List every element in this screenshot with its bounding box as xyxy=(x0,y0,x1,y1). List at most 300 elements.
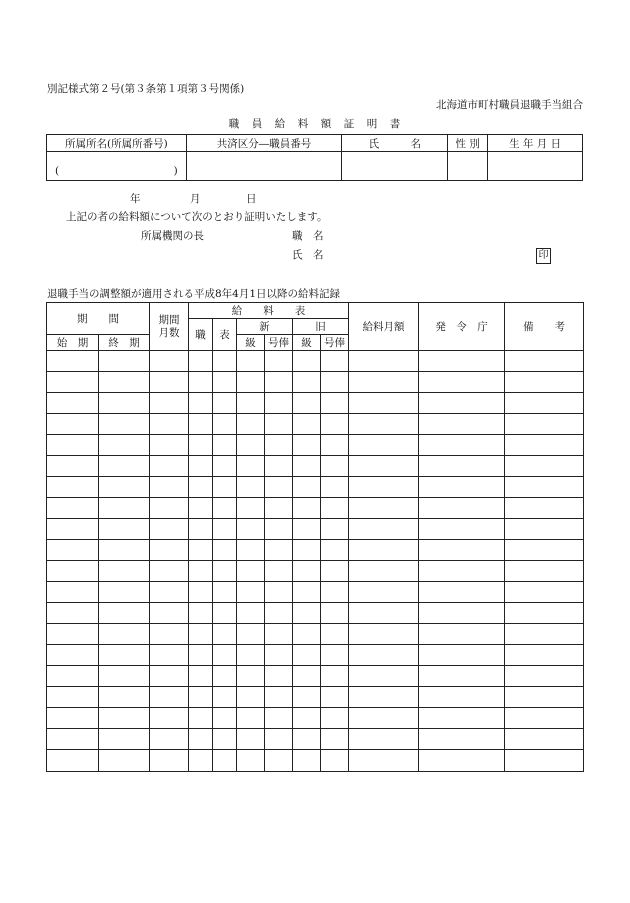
remarks-cell[interactable] xyxy=(505,435,584,456)
remarks-cell[interactable] xyxy=(505,519,584,540)
months-cell[interactable] xyxy=(150,687,189,708)
start-header: 始 期 xyxy=(47,335,99,351)
end-cell[interactable] xyxy=(99,666,150,687)
job-cell[interactable] xyxy=(189,729,213,750)
old-grade-cell[interactable] xyxy=(293,603,321,624)
months-cell[interactable] xyxy=(150,645,189,666)
new-step-cell[interactable] xyxy=(265,498,293,519)
remarks-cell[interactable] xyxy=(505,561,584,582)
table-type-cell[interactable] xyxy=(213,624,237,645)
signer-name-label: 氏 名 xyxy=(292,249,324,261)
new-grade-cell[interactable] xyxy=(237,435,265,456)
birthdate-header: 生 年 月 日 xyxy=(488,135,583,152)
job-cell[interactable] xyxy=(189,456,213,477)
months-cell[interactable] xyxy=(150,666,189,687)
issuer-cell[interactable] xyxy=(419,414,505,435)
table-type-cell[interactable] xyxy=(213,708,237,729)
seal-mark: 印 xyxy=(536,248,551,264)
issuer-cell[interactable] xyxy=(419,498,505,519)
issuer-cell[interactable] xyxy=(419,729,505,750)
issuer-header: 発 令 庁 xyxy=(419,303,505,351)
gender-header: 性 別 xyxy=(448,135,488,152)
record-row xyxy=(47,729,584,750)
remarks-cell[interactable] xyxy=(505,666,584,687)
remarks-cell[interactable] xyxy=(505,456,584,477)
monthly-salary-cell[interactable] xyxy=(349,498,419,519)
table-type-cell[interactable] xyxy=(213,561,237,582)
old-grade-cell[interactable] xyxy=(293,687,321,708)
job-cell[interactable] xyxy=(189,540,213,561)
record-row xyxy=(47,435,584,456)
old-grade-cell[interactable] xyxy=(293,435,321,456)
monthly-salary-cell[interactable] xyxy=(349,456,419,477)
monthly-salary-cell[interactable] xyxy=(349,519,419,540)
paren-open: ( xyxy=(55,164,60,177)
monthly-salary-cell[interactable] xyxy=(349,582,419,603)
table-type-cell[interactable] xyxy=(213,351,237,372)
old-step-cell[interactable] xyxy=(321,561,349,582)
old-grade-cell[interactable] xyxy=(293,729,321,750)
remarks-cell[interactable] xyxy=(505,603,584,624)
record-row xyxy=(47,582,584,603)
start-cell[interactable] xyxy=(47,351,99,372)
monthly-salary-cell[interactable] xyxy=(349,603,419,624)
new-step-header: 号俸 xyxy=(265,335,293,351)
table-type-cell[interactable] xyxy=(213,435,237,456)
monthly-salary-cell[interactable] xyxy=(349,750,419,772)
issuer-cell[interactable] xyxy=(419,540,505,561)
start-cell[interactable] xyxy=(47,603,99,624)
new-grade-cell[interactable] xyxy=(237,456,265,477)
start-cell[interactable] xyxy=(47,708,99,729)
record-row xyxy=(47,477,584,498)
old-step-header: 号俸 xyxy=(321,335,349,351)
issuer-cell[interactable] xyxy=(419,477,505,498)
months-header-line2: 月数 xyxy=(158,326,180,339)
old-step-cell[interactable] xyxy=(321,729,349,750)
new-step-cell[interactable] xyxy=(265,393,293,414)
start-cell[interactable] xyxy=(47,666,99,687)
remarks-cell[interactable] xyxy=(505,708,584,729)
record-row xyxy=(47,624,584,645)
job-cell[interactable] xyxy=(189,561,213,582)
new-grade-cell[interactable] xyxy=(237,708,265,729)
end-header: 終 期 xyxy=(99,335,150,351)
office-header: 所属所名(所属所番号) xyxy=(47,135,187,152)
new-grade-cell[interactable] xyxy=(237,372,265,393)
end-cell[interactable] xyxy=(99,477,150,498)
table-type-cell[interactable] xyxy=(213,477,237,498)
months-cell[interactable] xyxy=(150,372,189,393)
job-header: 職 xyxy=(189,319,213,351)
monthly-salary-cell[interactable] xyxy=(349,435,419,456)
old-step-cell[interactable] xyxy=(321,666,349,687)
remarks-cell[interactable] xyxy=(505,498,584,519)
new-step-cell[interactable] xyxy=(265,645,293,666)
end-cell[interactable] xyxy=(99,393,150,414)
start-cell[interactable] xyxy=(47,435,99,456)
job-cell[interactable] xyxy=(189,351,213,372)
record-row xyxy=(47,687,584,708)
table-type-cell[interactable] xyxy=(213,456,237,477)
job-cell[interactable] xyxy=(189,414,213,435)
record-row xyxy=(47,750,584,772)
salary-table-header: 給 料 表 xyxy=(189,303,349,319)
old-grade-cell[interactable] xyxy=(293,372,321,393)
end-cell[interactable] xyxy=(99,456,150,477)
new-grade-cell[interactable] xyxy=(237,540,265,561)
new-grade-cell[interactable] xyxy=(237,624,265,645)
end-cell[interactable] xyxy=(99,729,150,750)
end-cell[interactable] xyxy=(99,603,150,624)
table-type-cell[interactable] xyxy=(213,372,237,393)
record-row xyxy=(47,498,584,519)
monthly-salary-cell[interactable] xyxy=(349,687,419,708)
months-cell[interactable] xyxy=(150,519,189,540)
old-step-cell[interactable] xyxy=(321,708,349,729)
remarks-cell[interactable] xyxy=(505,687,584,708)
document-title: 職 員 給 料 額 証 明 書 xyxy=(228,118,402,130)
old-step-cell[interactable] xyxy=(321,456,349,477)
end-cell[interactable] xyxy=(99,372,150,393)
name-header: 氏 名 xyxy=(342,135,448,152)
new-grade-cell[interactable] xyxy=(237,393,265,414)
new-grade-cell[interactable] xyxy=(237,666,265,687)
birthdate-cell[interactable] xyxy=(488,152,583,181)
monthly-salary-cell[interactable] xyxy=(349,624,419,645)
issuer-cell[interactable] xyxy=(419,687,505,708)
table-type-cell[interactable] xyxy=(213,687,237,708)
months-cell[interactable] xyxy=(150,351,189,372)
remarks-cell[interactable] xyxy=(505,414,584,435)
new-grade-cell[interactable] xyxy=(237,603,265,624)
issuer-cell[interactable] xyxy=(419,582,505,603)
monthly-salary-cell[interactable] xyxy=(349,477,419,498)
new-step-cell[interactable] xyxy=(265,750,293,772)
issuer-cell[interactable] xyxy=(419,561,505,582)
old-grade-cell[interactable] xyxy=(293,351,321,372)
new-step-cell[interactable] xyxy=(265,729,293,750)
end-cell[interactable] xyxy=(99,582,150,603)
job-cell[interactable] xyxy=(189,603,213,624)
months-cell[interactable] xyxy=(150,582,189,603)
old-grade-cell[interactable] xyxy=(293,393,321,414)
new-step-cell[interactable] xyxy=(265,708,293,729)
organization-name: 北海道市町村職員退職手当組合 xyxy=(436,99,583,111)
certification-text: 上記の者の給料額について次のとおり証明いたします。 xyxy=(66,211,328,223)
months-cell[interactable] xyxy=(150,435,189,456)
record-row xyxy=(47,561,584,582)
record-row xyxy=(47,351,584,372)
job-cell[interactable] xyxy=(189,519,213,540)
new-step-cell[interactable] xyxy=(265,687,293,708)
new-grade-cell[interactable] xyxy=(237,687,265,708)
months-cell[interactable] xyxy=(150,708,189,729)
end-cell[interactable] xyxy=(99,708,150,729)
start-cell[interactable] xyxy=(47,624,99,645)
issuer-cell[interactable] xyxy=(419,456,505,477)
old-step-cell[interactable] xyxy=(321,435,349,456)
monthly-salary-cell[interactable] xyxy=(349,561,419,582)
new-grade-cell[interactable] xyxy=(237,414,265,435)
issuer-cell[interactable] xyxy=(419,603,505,624)
old-step-cell[interactable] xyxy=(321,687,349,708)
months-cell[interactable] xyxy=(150,624,189,645)
old-step-cell[interactable] xyxy=(321,393,349,414)
old-grade-header: 級 xyxy=(293,335,321,351)
new-grade-cell[interactable] xyxy=(237,582,265,603)
new-step-cell[interactable] xyxy=(265,582,293,603)
paren-close: ) xyxy=(173,164,178,177)
end-cell[interactable] xyxy=(99,645,150,666)
old-grade-cell[interactable] xyxy=(293,561,321,582)
monthly-salary-cell[interactable] xyxy=(349,393,419,414)
issuer-cell[interactable] xyxy=(419,435,505,456)
date-day: 日 xyxy=(246,193,257,205)
new-step-cell[interactable] xyxy=(265,603,293,624)
start-cell[interactable] xyxy=(47,414,99,435)
old-grade-cell[interactable] xyxy=(293,708,321,729)
old-grade-cell[interactable] xyxy=(293,456,321,477)
months-header-line1: 期間 xyxy=(158,313,180,326)
months-cell[interactable] xyxy=(150,540,189,561)
old-step-cell[interactable] xyxy=(321,603,349,624)
start-cell[interactable] xyxy=(47,477,99,498)
issuer-cell[interactable] xyxy=(419,645,505,666)
months-cell[interactable] xyxy=(150,477,189,498)
issuer-cell[interactable] xyxy=(419,519,505,540)
table-type-cell[interactable] xyxy=(213,540,237,561)
job-cell[interactable] xyxy=(189,624,213,645)
start-cell[interactable] xyxy=(47,456,99,477)
old-step-cell[interactable] xyxy=(321,477,349,498)
employee-info-table xyxy=(46,134,583,181)
old-grade-cell[interactable] xyxy=(293,519,321,540)
new-grade-cell[interactable] xyxy=(237,519,265,540)
record-row xyxy=(47,540,584,561)
job-cell[interactable] xyxy=(189,372,213,393)
old-step-cell[interactable] xyxy=(321,645,349,666)
remarks-cell[interactable] xyxy=(505,393,584,414)
table-type-cell[interactable] xyxy=(213,645,237,666)
old-grade-cell[interactable] xyxy=(293,624,321,645)
start-cell[interactable] xyxy=(47,645,99,666)
months-cell[interactable] xyxy=(150,498,189,519)
months-cell[interactable] xyxy=(150,393,189,414)
issuer-cell[interactable] xyxy=(419,708,505,729)
table-type-cell[interactable] xyxy=(213,414,237,435)
mutual-aid-header: 共済区分―職員番号 xyxy=(186,135,342,152)
old-step-cell[interactable] xyxy=(321,624,349,645)
job-cell[interactable] xyxy=(189,750,213,772)
old-step-cell[interactable] xyxy=(321,750,349,772)
date-year: 年 xyxy=(130,193,141,205)
mutual-aid-cell[interactable] xyxy=(186,152,342,181)
start-cell[interactable] xyxy=(47,372,99,393)
new-grade-cell[interactable] xyxy=(237,561,265,582)
remarks-cell[interactable] xyxy=(505,750,584,772)
table-type-cell[interactable] xyxy=(213,393,237,414)
new-step-cell[interactable] xyxy=(265,414,293,435)
job-cell[interactable] xyxy=(189,666,213,687)
old-grade-cell[interactable] xyxy=(293,414,321,435)
old-grade-cell[interactable] xyxy=(293,477,321,498)
table-type-cell[interactable] xyxy=(213,519,237,540)
start-cell[interactable] xyxy=(47,393,99,414)
start-cell[interactable] xyxy=(47,519,99,540)
new-step-cell[interactable] xyxy=(265,351,293,372)
old-grade-cell[interactable] xyxy=(293,750,321,772)
remarks-header: 備 考 xyxy=(505,303,584,351)
record-row xyxy=(47,519,584,540)
position-label: 職 名 xyxy=(292,230,324,242)
record-title: 退職手当の調整額が適用される平成8年4月1日以降の給料記録 xyxy=(47,288,341,300)
job-cell[interactable] xyxy=(189,708,213,729)
job-cell[interactable] xyxy=(189,435,213,456)
monthly-salary-cell[interactable] xyxy=(349,351,419,372)
end-cell[interactable] xyxy=(99,519,150,540)
form-number: 別記様式第２号(第３条第１項第３号関係) xyxy=(47,83,245,95)
institution-head-label: 所属機関の長 xyxy=(141,230,204,242)
new-grade-cell[interactable] xyxy=(237,498,265,519)
job-cell[interactable] xyxy=(189,582,213,603)
record-row xyxy=(47,456,584,477)
issuer-cell[interactable] xyxy=(419,351,505,372)
start-cell[interactable] xyxy=(47,687,99,708)
new-step-cell[interactable] xyxy=(265,435,293,456)
start-cell[interactable] xyxy=(47,750,99,772)
new-step-cell[interactable] xyxy=(265,540,293,561)
name-cell[interactable] xyxy=(342,152,448,181)
job-cell[interactable] xyxy=(189,498,213,519)
table-type-cell[interactable] xyxy=(213,498,237,519)
old-step-cell[interactable] xyxy=(321,372,349,393)
remarks-cell[interactable] xyxy=(505,582,584,603)
remarks-cell[interactable] xyxy=(505,645,584,666)
new-step-cell[interactable] xyxy=(265,372,293,393)
job-cell[interactable] xyxy=(189,645,213,666)
table-type-cell[interactable] xyxy=(213,582,237,603)
record-row xyxy=(47,645,584,666)
monthly-salary-cell[interactable] xyxy=(349,729,419,750)
new-grade-cell[interactable] xyxy=(237,729,265,750)
start-cell[interactable] xyxy=(47,729,99,750)
remarks-cell[interactable] xyxy=(505,729,584,750)
old-grade-cell[interactable] xyxy=(293,645,321,666)
old-grade-cell[interactable] xyxy=(293,498,321,519)
job-cell[interactable] xyxy=(189,477,213,498)
new-step-cell[interactable] xyxy=(265,519,293,540)
table-type-cell[interactable] xyxy=(213,729,237,750)
old-step-cell[interactable] xyxy=(321,414,349,435)
table-type-cell[interactable] xyxy=(213,750,237,772)
issuer-cell[interactable] xyxy=(419,750,505,772)
remarks-cell[interactable] xyxy=(505,540,584,561)
months-cell[interactable] xyxy=(150,603,189,624)
start-cell[interactable] xyxy=(47,582,99,603)
end-cell[interactable] xyxy=(99,351,150,372)
office-cell[interactable] xyxy=(47,152,187,181)
record-row xyxy=(47,603,584,624)
months-cell[interactable] xyxy=(150,729,189,750)
old-grade-cell[interactable] xyxy=(293,666,321,687)
old-grade-cell[interactable] xyxy=(293,540,321,561)
new-grade-header: 級 xyxy=(237,335,265,351)
issuer-cell[interactable] xyxy=(419,666,505,687)
record-row xyxy=(47,372,584,393)
months-cell[interactable] xyxy=(150,456,189,477)
end-cell[interactable] xyxy=(99,687,150,708)
table-type-cell[interactable] xyxy=(213,603,237,624)
months-cell[interactable] xyxy=(150,414,189,435)
start-cell[interactable] xyxy=(47,561,99,582)
monthly-salary-header: 給料月額 xyxy=(349,303,419,351)
old-step-cell[interactable] xyxy=(321,582,349,603)
old-grade-cell[interactable] xyxy=(293,582,321,603)
old-header: 旧 xyxy=(293,319,349,335)
end-cell[interactable] xyxy=(99,540,150,561)
start-cell[interactable] xyxy=(47,540,99,561)
table-type-cell[interactable] xyxy=(213,666,237,687)
monthly-salary-cell[interactable] xyxy=(349,645,419,666)
record-row xyxy=(47,708,584,729)
job-cell[interactable] xyxy=(189,393,213,414)
end-cell[interactable] xyxy=(99,561,150,582)
issuer-cell[interactable] xyxy=(419,624,505,645)
end-cell[interactable] xyxy=(99,414,150,435)
record-row xyxy=(47,414,584,435)
end-cell[interactable] xyxy=(99,435,150,456)
remarks-cell[interactable] xyxy=(505,351,584,372)
remarks-cell[interactable] xyxy=(505,372,584,393)
issuer-cell[interactable] xyxy=(419,393,505,414)
remarks-cell[interactable] xyxy=(505,624,584,645)
issuer-cell[interactable] xyxy=(419,372,505,393)
new-step-cell[interactable] xyxy=(265,561,293,582)
months-cell[interactable] xyxy=(150,561,189,582)
monthly-salary-cell[interactable] xyxy=(349,666,419,687)
end-cell[interactable] xyxy=(99,498,150,519)
new-step-cell[interactable] xyxy=(265,624,293,645)
monthly-salary-cell[interactable] xyxy=(349,708,419,729)
old-step-cell[interactable] xyxy=(321,540,349,561)
monthly-salary-cell[interactable] xyxy=(349,540,419,561)
new-step-cell[interactable] xyxy=(265,666,293,687)
old-step-cell[interactable] xyxy=(321,498,349,519)
remarks-cell[interactable] xyxy=(505,477,584,498)
gender-cell[interactable] xyxy=(448,152,488,181)
new-step-cell[interactable] xyxy=(265,456,293,477)
new-grade-cell[interactable] xyxy=(237,645,265,666)
months-cell[interactable] xyxy=(150,750,189,772)
new-grade-cell[interactable] xyxy=(237,477,265,498)
salary-record-table xyxy=(46,302,584,772)
new-header: 新 xyxy=(237,319,293,335)
end-cell[interactable] xyxy=(99,624,150,645)
old-step-cell[interactable] xyxy=(321,351,349,372)
end-cell[interactable] xyxy=(99,750,150,772)
monthly-salary-cell[interactable] xyxy=(349,414,419,435)
job-cell[interactable] xyxy=(189,687,213,708)
old-step-cell[interactable] xyxy=(321,519,349,540)
table-type-header: 表 xyxy=(213,319,237,351)
new-step-cell[interactable] xyxy=(265,477,293,498)
new-grade-cell[interactable] xyxy=(237,750,265,772)
new-grade-cell[interactable] xyxy=(237,351,265,372)
date-month: 月 xyxy=(190,193,201,205)
monthly-salary-cell[interactable] xyxy=(349,372,419,393)
start-cell[interactable] xyxy=(47,498,99,519)
